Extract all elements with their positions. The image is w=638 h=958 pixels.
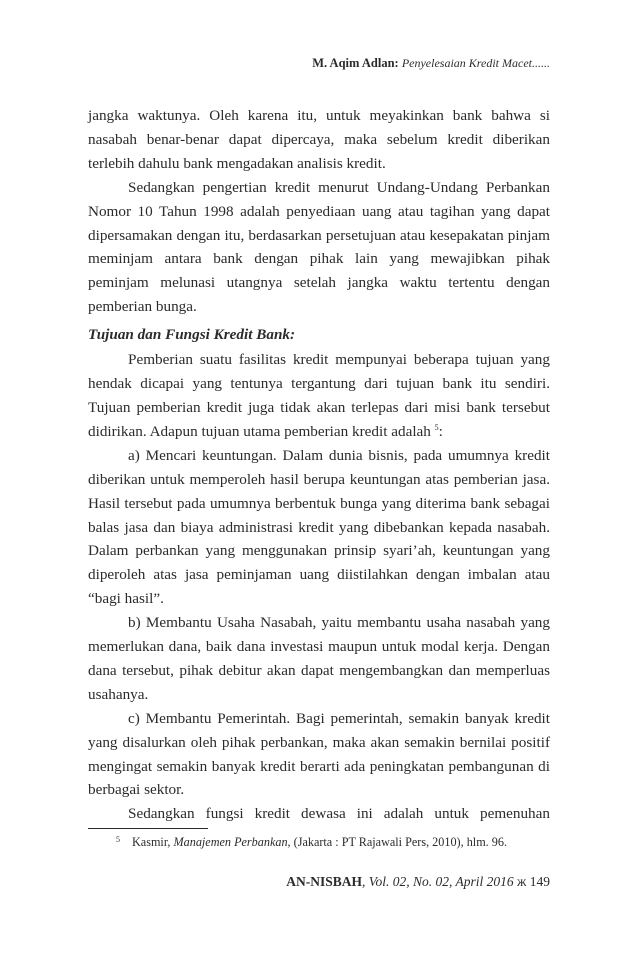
paragraph-2: Sedangkan pengertian kredit menurut Undang-Undang Perbankan Nomor 10 Tahun 1998 adalah penyediaan uang atau tagihan yang dapat dipersamakan dengan itu, berdasarkan persetujuan atau kesepakatan pinjam meminjam antara bank dengan pihak lain yang mewajibkan pihak peminjam melunasi utangnya setelah jangka waktu tertentu dengan pemberian bunga.: [88, 178, 550, 316]
footnote-rest: (Jakarta : PT Rajawali Pers, 2010), hlm. 96.: [290, 835, 507, 849]
paragraph-6: c) Membantu Pemerintah. Bagi pemerintah, semakin banyak kredit yang disalurkan oleh pihak perbankan, maka akan semakin bernilai positif mengingat semakin banyak kredit berarti ada peningkatan pembangunan di berbagai sektor.: [88, 709, 550, 799]
header-short-title: Penyelesaian Kredit Macet......: [401, 56, 550, 70]
paragraph-4: a) Mencari keuntungan. Dalam dunia bisnis, pada umumnya kredit diberikan untuk memperoleh hasil berupa keuntungan atas pemberian jasa. Hasil tersebut pada umumnya berbentuk bunga yang diterima bank sebagai balas jasa dan biaya administrasi kredit yang dibebankan kepada nasabah. Dalam perbankan yang menggunakan prinsip syari’ah, keuntungan yang diperoleh atas jasa peminjaman uang diistilahkan dengan imbalan atau “bagi hasil”.: [88, 446, 550, 608]
footer-separator: ж: [513, 874, 530, 889]
header-author: M. Aqim Adlan:: [312, 56, 399, 70]
page-number: 149: [529, 874, 550, 889]
paragraph-3: [88, 348, 550, 444]
paragraph-3-text: Pemberian suatu fasilitas kredit mempunyai beberapa tujuan yang hendak dicapai yang tentunya tergantung dari tujuan bank itu sendiri. Tujuan pemberian kredit juga tidak akan terlepas dari misi bank tersebut didirikan. Adapun tujuan utama pemberian kredit adalah: [88, 351, 550, 440]
footnote: [116, 835, 507, 850]
footer-issue: , Vol. 02, No. 02, April 2016: [362, 874, 514, 889]
footer-journal: AN-NISBAH: [286, 874, 363, 889]
running-header: [312, 56, 550, 71]
footnote-reference: 5: [434, 422, 439, 432]
body-text: [88, 104, 550, 826]
section-heading: Tujuan dan Fungsi Kredit Bank:: [88, 326, 296, 344]
paragraph-1: jangka waktunya. Oleh karena itu, untuk meyakinkan bank bahwa si nasabah benar-benar dapat dipercaya, maka sebelum kredit diberikan terlebih dahulu bank mengadakan analisis kredit.: [88, 107, 550, 172]
paragraph-3-end: :: [438, 422, 443, 440]
paragraph-5: b) Membantu Usaha Nasabah, yaitu membantu usaha nasabah yang memerlukan dana, baik dana investasi maupun untuk modal kerja. Dengan dana tersebut, pihak debitur akan dapat mengembangkan dan memperluas usahanya.: [88, 614, 550, 703]
paragraph-7: Sedangkan fungsi kredit dewasa ini adalah untuk pemenuhan: [128, 805, 550, 823]
footnote-divider: [88, 828, 208, 829]
footnote-mark: 5: [116, 835, 120, 844]
page-footer: [286, 874, 550, 890]
footnote-title: Manajemen Perbankan,: [173, 835, 291, 849]
section-heading-text: Tujuan dan Fungsi Kredit Bank: [88, 326, 291, 344]
footnote-author: Kasmir,: [132, 835, 174, 849]
